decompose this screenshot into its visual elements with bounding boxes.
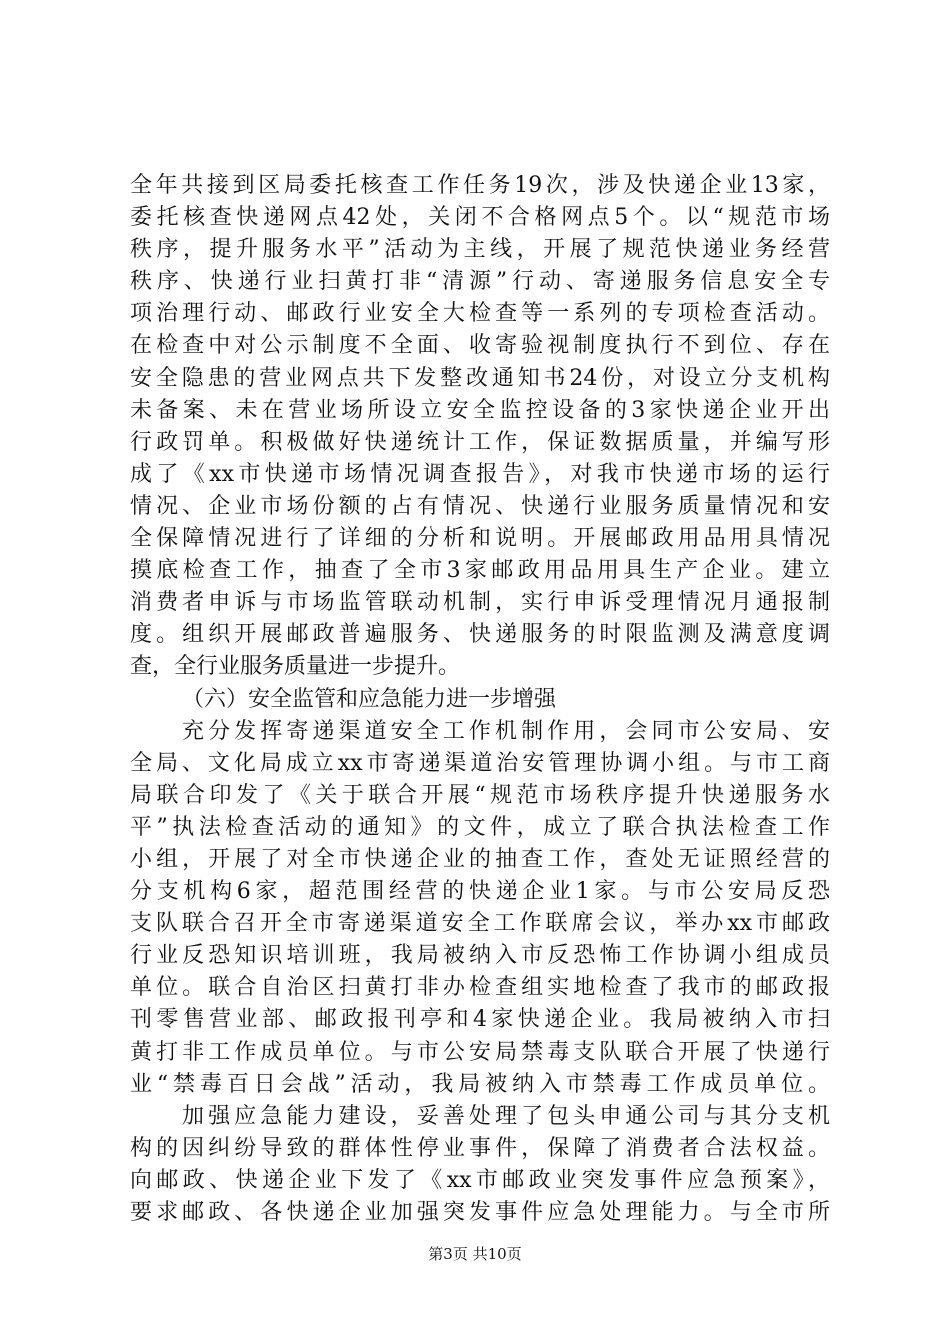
text-line: 黄打非工作成员单位。与市公安局禁毒支队联合开展了快递行	[130, 1039, 830, 1065]
text-line: 单位。联合自治区扫黄打非办检查组实地检查了我市的邮政报	[130, 975, 830, 1001]
text-line: 秩序、快递行业扫黄打非“清源”行动、寄递服务信息安全专	[130, 269, 830, 295]
text-line: 行业反恐知识培训班，我局被纳入市反恐怖工作协调小组成员	[130, 943, 830, 969]
text-line: 全局、文化局成立xx市寄递渠道治安管理协调小组。与市工商	[130, 750, 830, 776]
text-line: 要求邮政、各快递企业加强突发事件应急处理能力。与全市所	[130, 1200, 830, 1225]
text-line: 支队联合召开全市寄递渠道安全工作联席会议，举办xx市邮政	[130, 911, 830, 937]
text-line: 刊零售营业部、邮政报刊亭和4家快递企业。我局被纳入市扫	[130, 1007, 830, 1033]
text-line: 摸底检查工作，抽查了全市3家邮政用品用具生产企业。建立	[130, 558, 830, 584]
text-line: 分支机构6家，超范围经营的快递企业1家。与市公安局反恐	[130, 879, 830, 905]
text-line: 查，全行业服务质量进一步提升。	[130, 654, 461, 680]
text-line: 业“禁毒百日会战”活动，我局被纳入市禁毒工作成员单位。	[130, 1071, 830, 1097]
text-line: 加强应急能力建设，妥善处理了包头申通公司与其分支机	[182, 1103, 830, 1129]
section-heading: （六）安全监管和应急能力进一步增强	[182, 686, 557, 712]
text-line: 秩序，提升服务水平”活动为主线，开展了规范快递业务经营	[130, 237, 830, 263]
text-line: 情况、企业市场份额的占有情况、快递行业服务质量情况和安	[130, 493, 830, 519]
text-line: 在检查中对公示制度不全面、收寄验视制度执行不到位、存在	[130, 333, 830, 359]
text-line: 平”执法检查活动的通知》的文件，成立了联合执法检查工作	[130, 814, 830, 840]
text-line: 小组，开展了对全市快递企业的抽查工作，查处无证照经营的	[130, 846, 830, 872]
document-body	[130, 170, 830, 1229]
text-line: 项治理行动、邮政行业安全大检查等一系列的专项检查活动。	[130, 301, 830, 327]
text-line: 委托核查快递网点42处，关闭不合格网点5个。以“规范市场	[130, 205, 830, 231]
page-footer: 第3页 共10页	[428, 1245, 522, 1263]
text-line: 成了《xx市快递市场情况调查报告》，对我市快递市场的运行	[130, 461, 830, 487]
text-line: 消费者申诉与市场监管联动机制，实行申诉受理情况月通报制	[130, 590, 830, 616]
text-line: 安全隐患的营业网点共下发整改通知书24份，对设立分支机构	[130, 365, 830, 391]
text-line: 向邮政、快递企业下发了《xx市邮政业突发事件应急预案》，	[130, 1167, 830, 1193]
text-line: 未备案、未在营业场所设立安全监控设备的3家快递企业开出	[130, 397, 830, 423]
text-line: 全保障情况进行了详细的分析和说明。开展邮政用品用具情况	[130, 526, 830, 552]
text-line: 全年共接到区局委托核查工作任务19次，涉及快递企业13家，	[130, 173, 830, 198]
text-line: 充分发挥寄递渠道安全工作机制作用，会同市公安局、安	[182, 718, 830, 744]
text-line: 构的因纠纷导致的群体性停业事件，保障了消费者合法权益。	[130, 1135, 830, 1161]
text-line: 局联合印发了《关于联合开展“规范市场秩序提升快递服务水	[130, 782, 830, 808]
text-line: 度。组织开展邮政普遍服务、快递服务的时限监测及满意度调	[130, 622, 830, 648]
text-line: 行政罚单。积极做好快递统计工作，保证数据质量，并编写形	[130, 429, 830, 455]
